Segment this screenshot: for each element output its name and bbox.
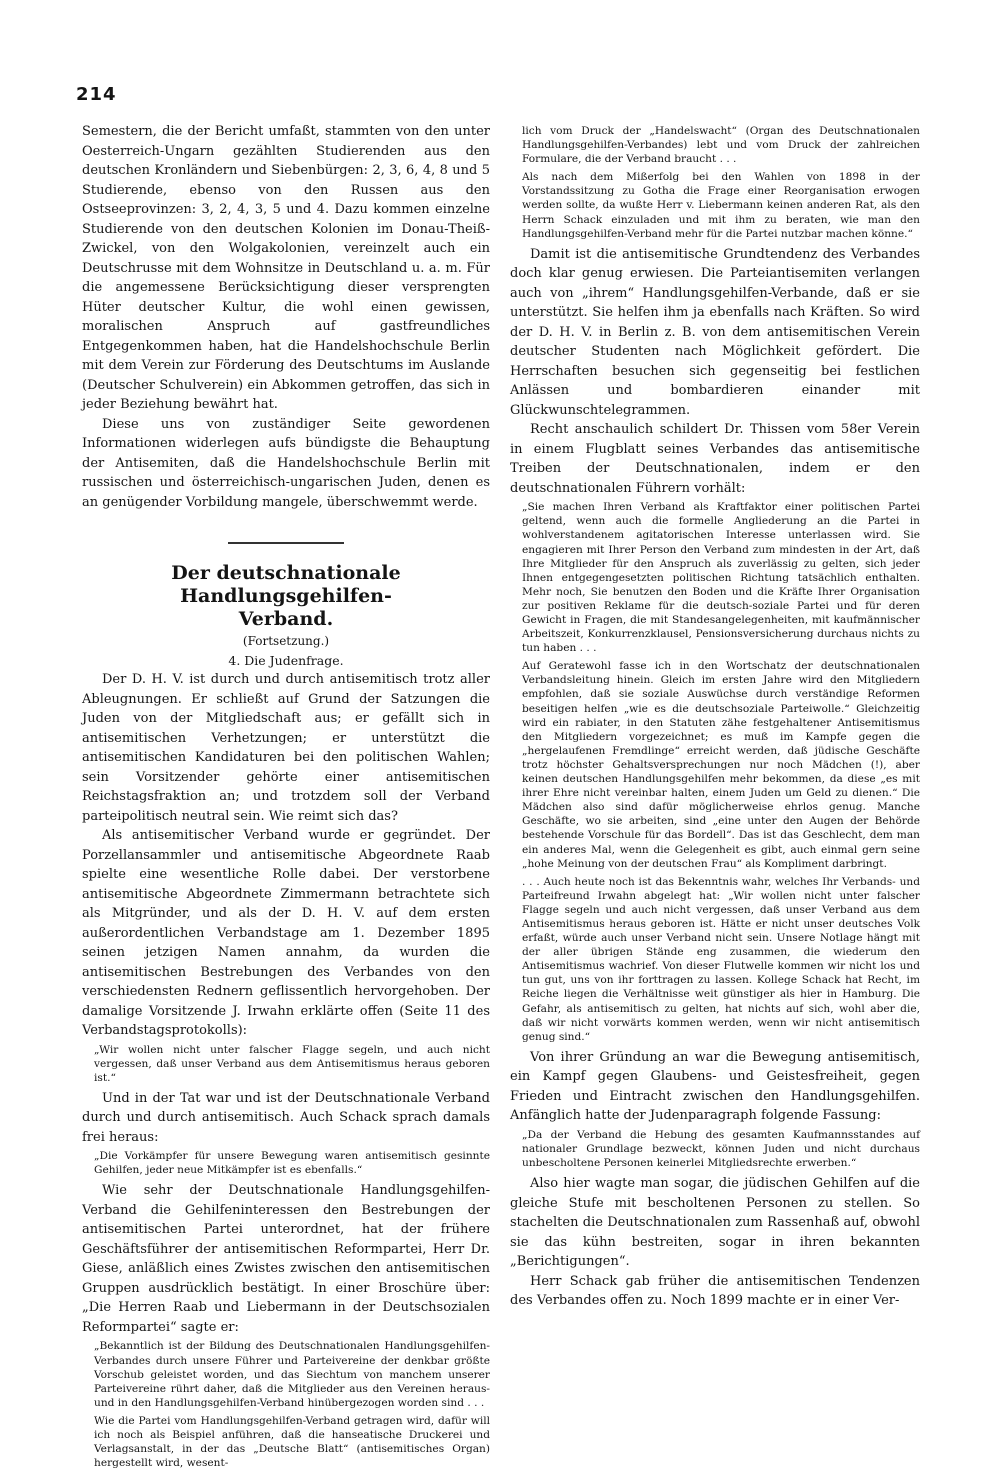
paragraph: Und in der Tat war und ist der Deutschnationale Verband durch und durch antisemitisch. Auch Schack sprach damals frei heraus: — [82, 1090, 490, 1145]
paragraph: Recht anschaulich schildert Dr. Thissen vom 58er Verein in einem Flugblatt seines Verbandes das antisemitische Treiben der Deutschnationalen, indem er den deutschnationalen Führern vorhält: — [510, 422, 920, 496]
article-heading — [82, 562, 490, 631]
right-column — [510, 122, 920, 1311]
quote: Wie die Partei vom Handlungsgehilfen-Verband getragen wird, dafür will ich noch als Beispiel anführen, daß die hanseatische Druckerei und Verlagsanstalt, in der das „Deutsche Blatt“ (antisemitisches Organ) hergestellt wird, wesent- — [94, 1414, 490, 1470]
quote: . . . Auch heute noch ist das Bekenntnis wahr, welches Ihr Verbands- und Parteifreund Irwahn abgelegt hat: „Wir wollen nicht unter falscher Flagge segeln und auch nicht vergessen, daß unser Verband aus dem Antisemitismus heraus geboren ist. Hätte er nicht unser deutsches Volk erfaßt, würde auch unser Verband nicht sein. Unsere Notlage hängt mit der aller übrigen Stände eng zusammen, die wiederum den Antisemitismus wachrief. Von dieser Flutwelle kommen wir nicht los und tun gut, uns von ihr forttragen zu lassen. Kollege Schack hat Recht, im Reiche liegen die Verhältnisse weit günstiger als hier in Hamburg. Die Gefahr, als antisemitisch zu gelten, hat nichts auf sich, wohl aber die, daß wir nicht vorwärts kommen werden, wenn wir nicht antisemitisch genug sind.“ — [522, 875, 920, 1043]
quote: „Bekanntlich ist der Bildung des Deutschnationalen Handlungsgehilfen-Verbandes durch unsere Führer und Parteivereine der denkbar größte Vorschub geleistet worden, und das Siechtum von manchem unserer Parteivereine rührt daher, daß die Mitglieder aus den Vereinen heraus- und in den Handlungsgehilfen-Verband hinübergezogen worden sind . . . — [94, 1340, 490, 1409]
quote: „Wir wollen nicht unter falscher Flagge segeln, und auch nicht vergessen, daß unser Verband aus dem Antisemitismus heraus geboren ist.“ — [94, 1043, 490, 1084]
quote: „Sie machen Ihren Verband als Kraftfaktor einer politischen Partei geltend, wenn auch die formelle Angliederung an die Partei in wohlverstandenem agitatorischen Interesse unterlassen wird. Sie engagieren mit Ihrer Person den Verband zum mindesten in der Art, daß Ihre Mitglieder für den Anspruch als zuverlässig zu gelten, sich jeder Ihnen entgegengesetzten politischen Richtung tatsächlich enthalten. Mehr noch, Sie benutzen den Boden und die Kräfte Ihrer Organisation zur positiven Reklame für die deutsch-soziale Partei und für deren Gewicht in Fragen, die mit Standesangelegenheiten, mit kaufmännischer Arbeitszeit, Konkurrenzklausel, Pensionsversicherung durchaus nichts zu tun haben . . . — [522, 501, 920, 655]
quote: Als nach dem Mißerfolg bei den Wahlen von 1898 in der Vorstandssitzung zu Gotha die Frage einer Reorganisation erwogen werden sollte, da wußte Herr v. Liebermann keinen anderen Rat, als den Herrn Schack einzuladen und mit ihm zu beraten, wie man den Handlungsgehilfen-Verband mehr für die Partei nutzbar machen könne.“ — [522, 171, 920, 240]
continuation-note: (Fortsetzung.) — [242, 634, 330, 648]
quote: Auf Geratewohl fasse ich in den Wortschatz der deutschnationalen Verbandsleitung hinein. Gleich im ersten Jahre wird den Mitgliedern empfohlen, daß sie soziale Auswüchse durch verständige Reformen beseitigen helfen „wie es die deutschsoziale Parteiwolle.“ Gleichzeitig wird ein rabiater, in den Statuten zähe festgehaltener Antisemitismus den Mitgliedern vorgezeichnet; es muß im Kampfe gegen die „hergelaufenen Fremdlinge“ erreicht werden, daß jüdische Geschäfte trotz höchster Gehaltsversprechungen nur noch Mädchen (!), aber keinen deutschen Handlungsgehilfen mehr bekommen, da diese „es mit ihrer Ehre nicht vereinbar halten, einem Juden um Geld zu dienen.“ Die Mädchen also sind dafür möglicherweise ehrlos genug. Manche Geschäfte, wo sie arbeiten, sind „eine unter den Augen der Behörde bestehende Vorschule für das Bordell“. Das ist das Geschlecht, dem man ein anderes Mal, wenn die Gelegenheit es gibt, auch einmal gern seine „hohe Meinung von der deutschen Frau“ als Kompliment darbringt. — [522, 660, 920, 870]
article-heading-line: Verband. — [238, 608, 334, 630]
quote: „Die Vorkämpfer für unsere Bewegung waren antisemitisch gesinnte Gehilfen, jeder neue Mitkämpfer ist es ebenfalls.“ — [94, 1150, 490, 1177]
left-column — [82, 122, 490, 1474]
paragraph: Damit ist die antisemitische Grundtendenz des Verbandes doch klar genug erwiesen. Die Parteiantisemiten verlangen auch von „ihrem“ Handlungsgehilfen-Verbande, daß er sie unterstützt. Sie helfen ihm ja ebenfalls nach Kräften. So wird der D. H. V. in Berlin z. B. von dem antisemitischen Verein deutscher Studenten nach Möglichkeit gefördert. Die Herrschaften besuchen sich gegenseitig bei festlichen Anlässen und bombardieren einander mit Glückwunschtelegrammen. — [510, 246, 920, 418]
paragraph: Als antisemitischer Verband wurde er gegründet. Der Porzellansammler und antisemitische Abgeordnete Raab spielte eine wesentliche Rolle dabei. Der verstorbene antisemitische Abgeordnete Zimmermann betrachtete sich als Mitgründer, und als der D. H. V. auf dem ersten außerordentlichen Verbandstage am 1. Dezember 1895 seinen jetzigen Namen annahm, da wurden die antisemitischen Bestrebungen des Verbandes von den verschiedensten Rednern geflissentlich hervorgehoben. Der damalige Vorsitzende J. Irwahn erklärte offen (Seite 11 des Verbandstagsprotokolls): — [82, 828, 490, 1038]
section-heading: 4. Die Judenfrage. — [228, 653, 344, 668]
paragraph: Also hier wagte man sogar, die jüdischen Gehilfen auf die gleiche Stufe mit bescholtenen Personen zu stellen. So stachelten die Deutschnationalen zum Rassenhaß auf, obwohl sie das kühn bestreiten, sogar in ihren bekannten „Berichtigungen“. — [510, 1176, 920, 1270]
paragraph: Diese uns von zuständiger Seite gewordenen Informationen widerlegen aufs bündigste die Behauptung der Antisemiten, daß die Handelshochschule Berlin mit russischen und österreichisch-ungarischen Juden, denen es an genügender Vorbildung mangele, überschwemmt werde. — [82, 416, 490, 510]
paragraph: Der D. H. V. ist durch und durch antisemitisch trotz aller Ableugnungen. Er schließt auf Grund der Satzungen die Juden von der Mitgliedschaft aus; er gefällt sich in antisemitischen Verhetzungen; er unterstützt die antisemitischen Kandidaturen bei den politischen Wahlen; sein Vorsitzender gehörte einer antisemitischen Reichstagsfraktion an; und trotzdem soll der Verband parteipolitisch neutral sein. Wie reimt sich das? — [82, 672, 490, 824]
article-heading-line: Der deutschnationale Handlungsgehilfen- — [171, 562, 401, 607]
paragraph: Herr Schack gab früher die antisemitischen Tendenzen des Verbandes offen zu. Noch 1899 machte er in einer Ver- — [510, 1273, 920, 1309]
quote: lich vom Druck der „Handelswacht“ (Organ des Deutschnationalen Handlungsgehilfen-Verbandes) lebt und vom Druck der zahlreichen Formulare, die der Verband braucht . . . — [522, 125, 920, 166]
quote: „Da der Verband die Hebung des gesamten Kaufmannsstandes auf nationaler Grundlage bezweckt, können Juden und nicht durchaus unbescholtene Personen keinerlei Mitgliedsrechte erwerben.“ — [522, 1128, 920, 1169]
page-number: 214 — [76, 84, 117, 105]
paragraph: Wie sehr der Deutschnationale Handlungsgehilfen-Verband die Gehilfeninteressen den Bestrebungen der antisemitischen Partei unterordnet, hat der frühere Geschäftsführer der antisemitischen Reformpartei, Herr Dr. Giese, anläßlich eines Zwistes zwischen den antisemitischen Gruppen ausdrücklich bestätigt. In einer Broschüre über: „Die Herren Raab und Liebermann in der Deutschsozialen Reformpartei“ sagte er: — [82, 1183, 490, 1335]
section-divider — [228, 542, 344, 544]
paragraph: Semestern, die der Bericht umfaßt, stammten von den unter Oesterreich-Ungarn gezählten Studierenden aus den deutschen Kronländern und Siebenbürgen: 2, 3, 6, 4, 8 und 5 Studierende, ebenso von den Russen aus den Ostseeprovinzen: 3, 2, 4, 3, 5 und 4. Dazu kommen einzelne Studierende von den deutschen Kolonien im Donau-Theiß-Zwickel, von den Wolgakolonien, vereinzelt auch ein Deutschrusse mit dem Wohnsitze in Deutschland u. a. m. Für die angemessene Berücksichtigung dieser versprengten Hüter deutscher Kultur, die wohl einen gewissen, moralischen Anspruch auf gastfreundliches Entgegenkommen haben, hat die Handelshochschule Berlin mit dem Verein zur Förderung des Deutschtums im Auslande (Deutscher Schulverein) ein Abkommen getroffen, das sich in jeder Beziehung bewährt hat. — [82, 124, 490, 412]
paragraph: Von ihrer Gründung an war die Bewegung antisemitisch, ein Kampf gegen Glaubens- und Geistesfreiheit, gegen Frieden und Eintracht zwischen den Handlungsgehilfen. Anfänglich hatte der Judenparagraph folgende Fassung: — [510, 1049, 920, 1124]
